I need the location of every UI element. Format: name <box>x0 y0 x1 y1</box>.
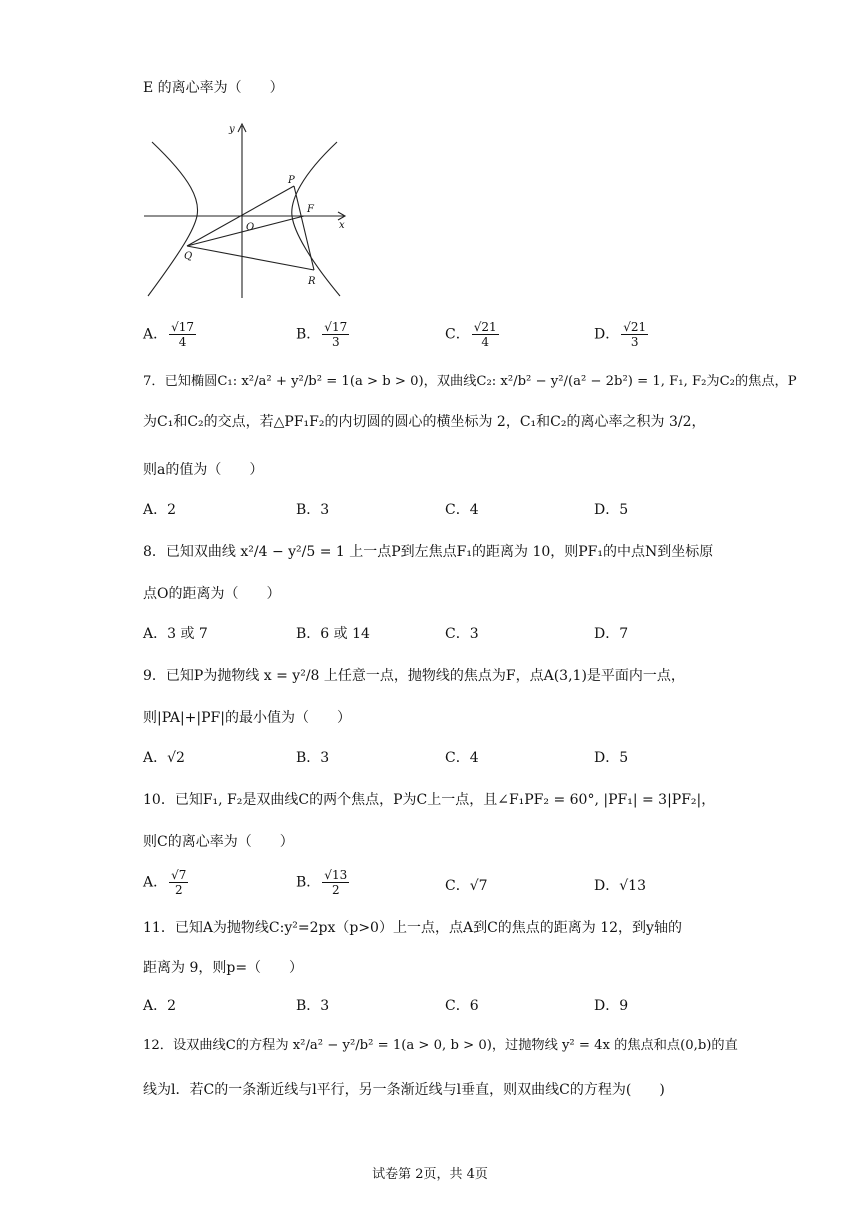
q7-option-a: A．2 <box>143 502 177 518</box>
q12-line-1: 12．设双曲线C的方程为 x²/a² − y²/b² = 1(a > 0, b > 0)，过抛物线 y² = 4x 的焦点和点(0,b)的直 <box>143 1038 738 1053</box>
page-footer: 试卷第 2页，共 4页 <box>372 1167 488 1182</box>
hyperbola-figure <box>142 120 354 302</box>
q6-stem-tail: E 的离心率为（ ） <box>143 80 284 96</box>
q8-option-d: D．7 <box>594 626 629 642</box>
q10-option-b: B． $\frac{√13}{2}$ <box>296 868 348 897</box>
q11-line-1: 11．已知A为抛物线C:y²=2px（p>0）上一点，点A到C的焦点的距离为 12，到y轴的 <box>143 920 682 936</box>
fig-label-y: y <box>229 124 235 135</box>
q11-option-b: B．3 <box>296 998 330 1014</box>
q9-line-1: 9．已知P为抛物线 x = y²/8 上任意一点，抛物线的焦点为F，点A(3,1)是平面内一点， <box>143 668 685 684</box>
q7-line-1: 7．已知椭圆C₁: x²/a² + y²/b² = 1(a > b > 0)，双曲线C₂: x²/b² − y²/(a² − 2b²) = 1, F₁, F₂为C₂的焦点，P <box>143 374 797 389</box>
q10-line-2: 则C的离心率为（ ） <box>143 834 294 850</box>
q7-option-d: D．5 <box>594 502 629 518</box>
q7-line-3: 则a的值为（ ） <box>143 462 264 478</box>
q7-option-c: C．4 <box>445 502 479 518</box>
q11-option-c: C．6 <box>445 998 479 1014</box>
q9-option-d: D．5 <box>594 750 629 766</box>
q8-option-a: A．3 或 7 <box>143 626 208 642</box>
q6-option-c: C． $\frac{√21}{4}$ <box>445 320 497 349</box>
fig-label-x: x <box>339 220 345 231</box>
q10-option-a: A． $\frac{√7}{2}$ <box>143 868 187 897</box>
q6-option-a: A． $\frac{√17}{4}$ <box>143 320 195 349</box>
q9-option-c: C．4 <box>445 750 479 766</box>
q9-option-a: A．√2 <box>143 750 185 766</box>
fig-label-f: F <box>307 204 314 215</box>
q10-line-1: 10．已知F₁, F₂是双曲线C的两个焦点，P为C上一点，且∠F₁PF₂ = 60°, |PF₁| = 3|PF₂|， <box>143 792 716 808</box>
q7-line-2: 为C₁和C₂的交点，若△PF₁F₂的内切圆的圆心的横坐标为 2，C₁和C₂的离心率之积为 3/2， <box>143 414 706 430</box>
q6-option-b: B． $\frac{√17}{3}$ <box>296 320 348 349</box>
q12-line-2: 线为l．若C的一条渐近线与l平行，另一条渐近线与l垂直，则双曲线C的方程为( ) <box>143 1082 665 1098</box>
q8-option-c: C．3 <box>445 626 479 642</box>
q8-option-b: B．6 或 14 <box>296 626 370 642</box>
q7-option-b: B．3 <box>296 502 330 518</box>
q9-line-2: 则|PA|+|PF|的最小值为（ ） <box>143 710 351 726</box>
q11-option-d: D．9 <box>594 998 629 1014</box>
q8-line-2: 点O的距离为（ ） <box>143 586 281 602</box>
fig-label-q: Q <box>184 251 193 262</box>
fig-label-r: R <box>308 276 316 287</box>
q8-line-1: 8．已知双曲线 x²/4 − y²/5 = 1 上一点P到左焦点F₁的距离为 10，则PF₁的中点N到坐标原 <box>143 544 714 560</box>
fig-label-o: O <box>246 222 255 233</box>
q6-option-d: D． $\frac{√21}{3}$ <box>594 320 647 349</box>
q10-option-d: D．√13 <box>594 878 646 894</box>
fig-label-p: P <box>288 175 295 186</box>
q11-option-a: A．2 <box>143 998 177 1014</box>
q11-line-2: 距离为 9，则p=（ ） <box>143 960 304 976</box>
q9-option-b: B．3 <box>296 750 330 766</box>
q10-option-c: C．√7 <box>445 878 488 894</box>
